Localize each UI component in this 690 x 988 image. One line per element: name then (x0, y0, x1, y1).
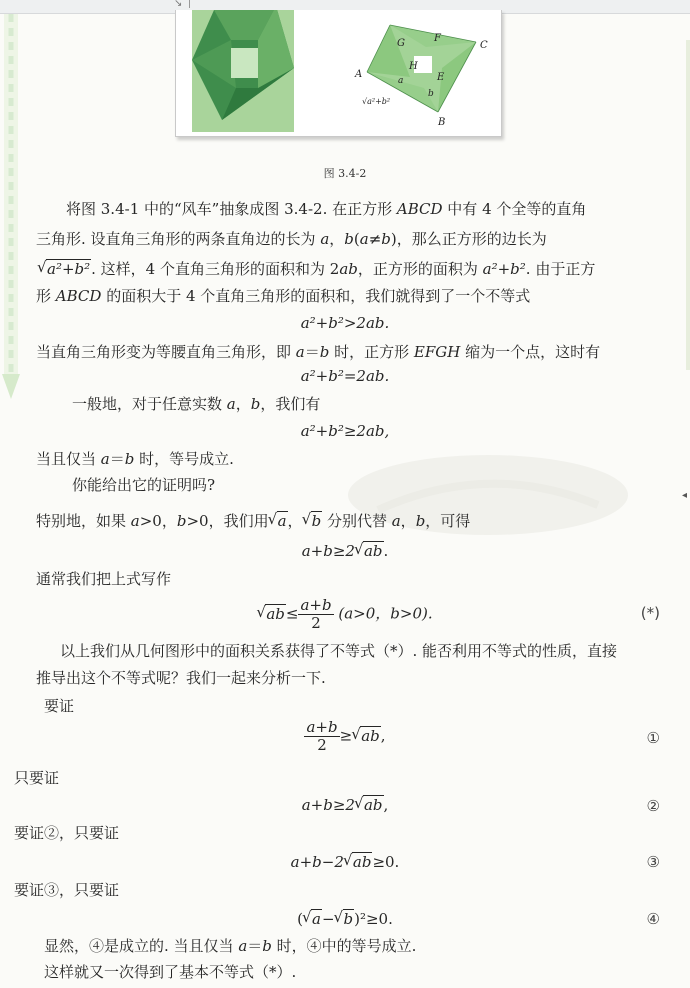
geometric-para-line2: 推导出这个不等式呢？我们一起来分析一下. (36, 669, 326, 687)
usually-line: 通常我们把上式写作 (36, 570, 172, 588)
page-scroll-marker-icon: ◂ (681, 490, 687, 501)
step2-inequality: a+b≥2√ ab, (0, 795, 690, 815)
equation-tag-star: (*) (640, 604, 660, 622)
geometric-para-line1: 以上我们从几何图形中的面积关系获得了不等式（*）. 能否利用不等式的性质，直接 (60, 642, 618, 660)
equation-a2-b2-eq-2ab: a²+b²=2ab. (300, 367, 390, 385)
label-a-point: A (355, 69, 363, 80)
label-e: E (437, 72, 445, 83)
para1-line4: 形 ABCD 的面积大于 4 个直角三角形的面积和，我们就得到了一个不等式 (36, 287, 531, 305)
proof-question: 你能给出它的证明吗? (72, 476, 216, 494)
label-g: G (397, 38, 405, 49)
step4-inequality: (√ a−√ b)²≥0. (0, 909, 690, 929)
watermark (338, 440, 638, 550)
inequality-a2-b2-ge-2ab: a²+b²≥2ab, (300, 422, 390, 440)
obviously-line: 显然，④是成立的. 当且仅当 a＝b 时，④中的等号成立. (44, 937, 417, 955)
equality-condition: 当且仅当 a＝b 时，等号成立. (36, 450, 234, 468)
page-margin-decoration (0, 14, 28, 414)
label-b: b (428, 89, 434, 99)
basic-inequality-star: √ ab≤ $\frac{a+b}{2}$ (a>0，b>0). (0, 597, 690, 632)
cursor-icon: ↘ (174, 0, 183, 9)
equation-tag-3: ③ (646, 853, 660, 871)
general-line: 一般地，对于任意实数 a，b，我们有 (72, 395, 321, 413)
step1-inequality: $\frac{a+b}{2}$ ≥√ ab, (0, 719, 690, 754)
label-h: H (409, 61, 418, 72)
equation-tag-2: ② (646, 797, 660, 815)
to-prove-3-label: 要证③，只要证 (14, 881, 120, 899)
label-a: a (398, 76, 404, 86)
figure-caption: 图 3.4-2 (323, 167, 367, 180)
to-prove-label: 要证 (44, 697, 75, 715)
para1-line3: √ a²+b². 这样，4 个直角三角形的面积和为 2ab，正方形的面积为 a²+b². 由于正方 (38, 259, 595, 279)
isosceles-line: 当直角三角形变为等腰直角三角形，即 a＝b 时，正方形 EFGH 缩为一个点，这时有 (36, 343, 601, 361)
step3-inequality: a+b−2√ ab≥0. (0, 852, 690, 872)
figure-panel (175, 10, 502, 137)
equation-tag-1: ① (646, 729, 660, 747)
conclusion-line: 这样就又一次得到了基本不等式（*）. (44, 963, 297, 981)
pinwheel-figure (176, 10, 501, 136)
para1-line2: 三角形. 设直角三角形的两条直角边的长为 a，b(a≠b)，那么正方形的边长为 (36, 230, 547, 248)
para1-line1: 将图 3.4-1 中的“风车”抽象成图 3.4-2. 在正方形 ABCD 中有 4 个全等的直角 (66, 200, 587, 218)
special-case-line: 特别地，如果 a>0，b>0，我们用√ a，√ b 分别代替 a，b，可得 (36, 511, 470, 531)
label-f: F (434, 33, 441, 44)
toolbar-divider (189, 0, 190, 8)
only-prove-label: 只要证 (14, 769, 60, 787)
label-c: C (480, 40, 488, 51)
to-prove-2-label: 要证②，只要证 (14, 824, 120, 842)
label-side-length: √a²+b² (362, 97, 391, 106)
equation-tag-4: ④ (646, 910, 660, 928)
inequality-a2-b2-gt-2ab: a²+b²>2ab. (300, 314, 390, 332)
inequality-a-b-ge-2sqrt-ab: a+b≥2√ ab. (0, 541, 690, 561)
label-bottom-b: B (438, 117, 446, 128)
